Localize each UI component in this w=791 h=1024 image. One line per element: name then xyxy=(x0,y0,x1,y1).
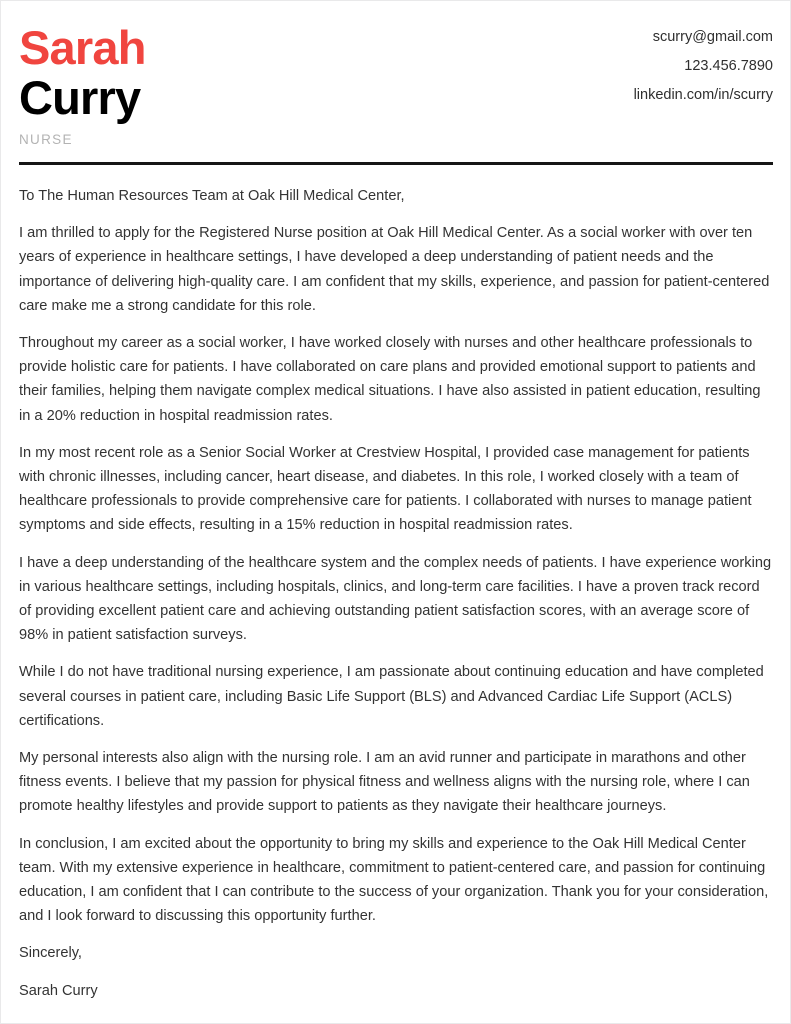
letter-paragraph: Throughout my career as a social worker, I have worked closely with nurses and other healthcare professionals to provide holistic care for patients. I have collaborated on care plans and provided emotional support to patients and their families, helping them navigate complex medical situations. I have also assisted in patient education, resulting in a 20% reduction in hospital readmission rates. xyxy=(19,335,761,424)
letter-paragraph: I am thrilled to apply for the Registered Nurse position at Oak Hill Medical Center. As a social worker with over ten years of experience in healthcare settings, I have developed a deep understanding of patient needs and the importance of delivering high-quality care. I am confident that my skills, experience, and passion for patient-centered care make me a strong candidate for this role. xyxy=(19,225,770,314)
letter-paragraph: My personal interests also align with the nursing role. I am an avid runner and participate in marathons and other fitness events. I believe that my passion for physical fitness and wellness aligns with the nursing role, where I can promote healthy lifestyles and provide support to patients as they navigate their healthcare journeys. xyxy=(19,750,750,815)
header-divider xyxy=(19,162,773,165)
letter-paragraph: While I do not have traditional nursing experience, I am passionate about continuing education and have completed several courses in patient care, including Basic Life Support (BLS) and Advanced Cardiac Life Support (ACLS) certifications. xyxy=(19,664,764,729)
contact-phone[interactable]: 123.456.7890 xyxy=(684,58,773,74)
applicant-last-name: Curry xyxy=(19,71,141,124)
letter-salutation: To The Human Resources Team at Oak Hill Medical Center, xyxy=(19,188,405,204)
contact-email[interactable]: scurry@gmail.com xyxy=(652,29,773,45)
letter-paragraph: I have a deep understanding of the healthcare system and the complex needs of patients. I have experience working in various healthcare settings, including hospitals, clinics, and long-term care facilities. I have a proven track record of providing excellent patient care and achieving outstanding patient satisfaction scores, with an average score of 98% in patient satisfaction surveys. xyxy=(19,554,772,644)
letter-paragraph: In conclusion, I am excited about the opportunity to bring my skills and experience to the Oak Hill Medical Center team. With my extensive experience in healthcare, commitment to patient-centered care, and passion for continuing education, I am confident that I can contribute to the success of your organization. Thank you for your consideration, and I look forward to discussing this opportunity further. xyxy=(19,835,769,925)
applicant-first-name: Sarah xyxy=(19,21,146,74)
letter-body xyxy=(19,165,773,1003)
page-content xyxy=(19,1,773,1003)
letter-signature: Sarah Curry xyxy=(19,982,98,999)
letter-signoff: Sincerely, xyxy=(19,945,82,962)
letter-header xyxy=(19,1,773,165)
letter-paragraph: In my most recent role as a Senior Social Worker at Crestview Hospital, I provided case management for patients with chronic illnesses, including cancer, heart disease, and diabetes. In this role, I worked closely with a team of healthcare professionals to provide comprehensive care for patients. I collaborated with nurses to manage patient symptoms and side effects, resulting in a 15% reduction in hospital readmission rates. xyxy=(19,444,752,534)
applicant-job-title: NURSE xyxy=(19,132,73,147)
contact-info xyxy=(634,23,773,110)
contact-linkedin[interactable]: linkedin.com/in/scurry xyxy=(633,87,773,103)
